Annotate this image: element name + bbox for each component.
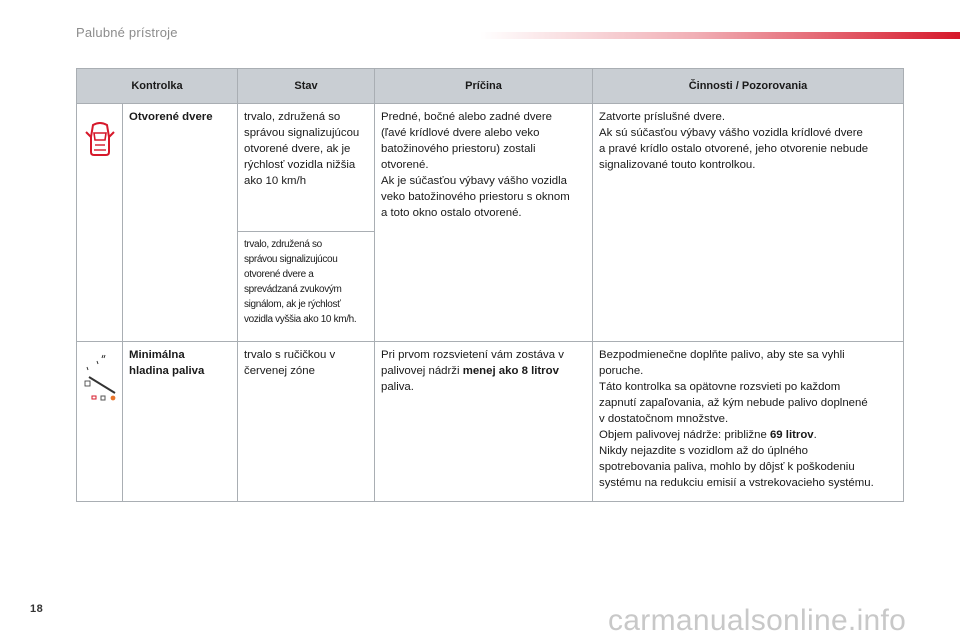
light-name: Minimálna hladina paliva xyxy=(123,342,238,502)
header-accent-bar xyxy=(480,32,960,39)
column-header-cinnosti: Činnosti / Pozorovania xyxy=(593,69,904,104)
cause-cell: Predné, bočné alebo zadné dvere (ľavé krídlové dvere alebo veko batožinového priestoru) zostali otvorené. Ak je súčasťou výbavy vášho vozidla veko batožinového priestoru s oknom a toto okno ostalo otvorené. xyxy=(375,104,593,342)
icon-cell xyxy=(77,342,123,502)
column-header-pricina: Príčina xyxy=(375,69,593,104)
state-cell: trvalo, združená so správou signalizujúcou otvorené dvere a sprevádzaná zvukovým signálom, ak je rýchlosť vozidla vyššia ako 10 km/h. xyxy=(238,232,375,342)
table-row xyxy=(77,342,904,502)
column-header-kontrolka: Kontrolka xyxy=(77,69,238,104)
cause-cell: Pri prvom rozsvietení vám zostáva v palivovej nádrži menej ako 8 litrov paliva. xyxy=(375,342,593,502)
watermark: carmanualsonline.info xyxy=(608,604,907,637)
action-cell: Bezpodmienečne doplňte palivo, aby ste sa vyhli poruche. Táto kontrolka sa opätovne rozsvieti po každom zapnutí zapaľovania, až kým nebude palivo doplnené v dostatočnom množstve. Objem palivovej nádrže: približne 69 litrov. Nikdy nejazdite s vozidlom až do úplného spotrebovania paliva, mohlo by dôjsť k poškodeniu systému na redukciu emisií a vstrekovacieho systému. xyxy=(593,342,904,502)
action-cell: Zatvorte príslušné dvere. Ak sú súčasťou výbavy vášho vozidla krídlové dvere a pravé krídlo ostalo otvorené, jeho otvorenie nebude signalizované touto kontrolkou. xyxy=(593,104,904,342)
page-number: 18 xyxy=(30,603,44,615)
icon-cell xyxy=(77,104,123,342)
light-name: Otvorené dvere xyxy=(123,104,238,342)
fuel-gauge-icon xyxy=(83,353,123,403)
page-header-title: Palubné prístroje xyxy=(76,25,178,40)
warning-lights-table xyxy=(76,68,904,502)
table-row xyxy=(77,104,904,232)
state-cell: trvalo, združená so správou signalizujúcou otvorené dvere, ak je rýchlosť vozidla nižšia ako 10 km/h xyxy=(238,104,375,232)
table-header-row xyxy=(77,69,904,104)
open-door-car-icon xyxy=(85,119,115,159)
state-cell: trvalo s ručičkou v červenej zóne xyxy=(238,342,375,502)
column-header-stav: Stav xyxy=(238,69,375,104)
